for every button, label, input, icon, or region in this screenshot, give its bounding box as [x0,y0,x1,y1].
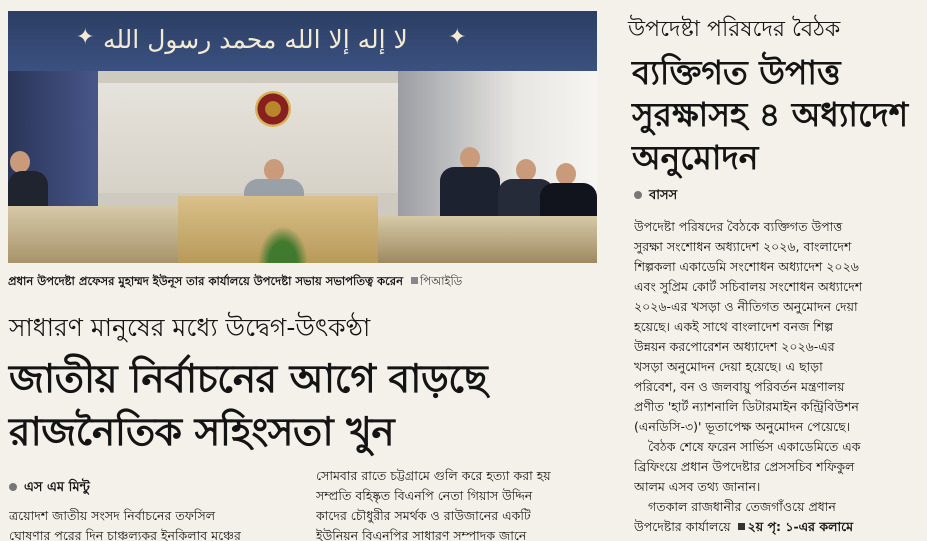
left-headline-line-1: জাতীয় নির্বাচনের আগে বাড়ছে [9,357,488,402]
person-head [516,159,536,181]
square-bullet-icon [411,277,418,284]
body-line: আলম এসব তথ্য জানান। [634,479,761,494]
photo-plant [258,226,308,263]
photo-table-right [378,216,597,263]
body-line: ব্রিফিংয়ে প্রধান উপদেষ্টার প্রেসসচিব শফিকুল [634,459,855,474]
bullet-dot-icon [9,483,17,491]
star-ornament-icon: ✦ [76,25,95,50]
person-head [264,159,284,181]
body-line-last [634,517,920,537]
caption-text: প্রধান উপদেষ্টা প্রফেসর মুহাম্মদ ইউনূস তার কার্যালয়ে উপদেষ্টা সভায় সভাপতিত্ব করেন [8,274,403,288]
right-kicker: উপদেষ্টা পরিষদের বৈঠক [628,17,841,42]
bullet-dot-icon [634,191,642,199]
square-bullet-icon [738,523,745,530]
photo-calligraphy: لا إله إلا الله محمد رسول الله [103,25,408,54]
body-line: ইউনিয়ন বিএনপির সাধারণ সম্পাদক জানে [316,528,527,541]
body-line: হয়েছে। একই সাথে বাংলাদেশ বনজ শিল্প [634,319,834,334]
left-kicker: সাধারণ মানুষের মধ্যে উদ্বেগ-উৎকণ্ঠা [9,313,371,342]
body-line: উপদেষ্টা পরিষদের বৈঠকে ব্যক্তিগত উপাত্ত [634,219,843,234]
body-line: এবং সুপ্রিম কোর্ট সচিবালয় সংশোধন অধ্যাদেশ [634,279,863,294]
continued-reference: ২য় পৃ: ১-এর কলামে [747,519,854,534]
photo-back-panel [98,83,398,193]
body-line: (এনডিসি-৩)' ভূতাপেক্ষ অনুমোদন পেয়েছে। [634,419,851,434]
body-line: বৈঠক শেষে ফরেন সার্ভিস একাডেমিতে এক [648,439,861,454]
right-byline [634,186,677,207]
body-line: প্রণীত 'হার্ট ন্যাশনালি ডিটারমাইন কন্ট্রিবিউশন [634,399,859,414]
body-line: সোমবার রাতে চট্টগ্রামে গুলি করে হত্যা করা হয় [316,468,551,483]
right-byline-name: বাসস [649,188,678,203]
body-line: সুরক্ষা সংশোধন অধ্যাদেশ ২০২৬, বাংলাদেশ [634,239,852,254]
photo-credit: পিআইডি [420,274,463,288]
person-head [556,163,576,185]
person-head [10,151,30,173]
body-line: পরিবেশ, বন ও জলবায়ু পরিবর্তন মন্ত্রণালয় [634,379,845,394]
left-byline [9,478,90,499]
body-line: ঘোষণার পরের দিন চাঞ্চল্যকর ইনকিলাব মঞ্চের [9,528,241,541]
body-line: ২০২৬-এর খসড়া ও নীতিগত অনুমোদন দেয়া [634,299,858,314]
photo-table-left [8,206,178,263]
right-headline-line-1: ব্যক্তিগত উপাত্ত [632,53,841,92]
photo-caption [8,273,598,292]
right-body-column [634,217,920,537]
star-ornament-icon: ✦ [448,25,467,50]
body-line: সম্প্রতি বহিষ্কৃত বিএনপি নেতা গিয়াস উদ্দিন [316,488,533,503]
news-photo [8,11,597,263]
person-head [460,147,480,169]
left-headline-line-2: রাজনৈতিক সহিংসতা খুন [9,410,395,455]
left-body-column-1 [9,506,305,541]
body-line: গতকাল রাজধানীর তেজগাঁওয়ে প্রধান [648,499,836,514]
right-headline-line-3: অনুমোদন [632,138,759,177]
left-byline-name: এস এম মিন্টু [24,480,90,495]
body-line: খসড়া অনুমোদন দেয়া হয়েছে। এ ছাড়া [634,359,823,374]
body-line-text: উপদেষ্টার কার্যালয়ে [634,519,731,534]
body-line: শিল্পকলা একাডেমি সংশোধন অধ্যাদেশ ২০২৬ [634,259,859,274]
body-line: উন্নয়ন করপোরেশন অধ্যাদেশ ২০২৬-এর [634,339,835,354]
left-body-column-2 [316,466,602,541]
body-line: কাদের চৌধুরীর সমর্থক ও রাউজানের একটি [316,508,531,523]
right-headline-line-2: সুরক্ষাসহ ৪ অধ্যাদেশ [632,95,909,134]
government-emblem-icon [255,91,291,127]
body-line: ত্রয়োদশ জাতীয় সংসদ নির্বাচনের তফসিল [9,508,216,523]
